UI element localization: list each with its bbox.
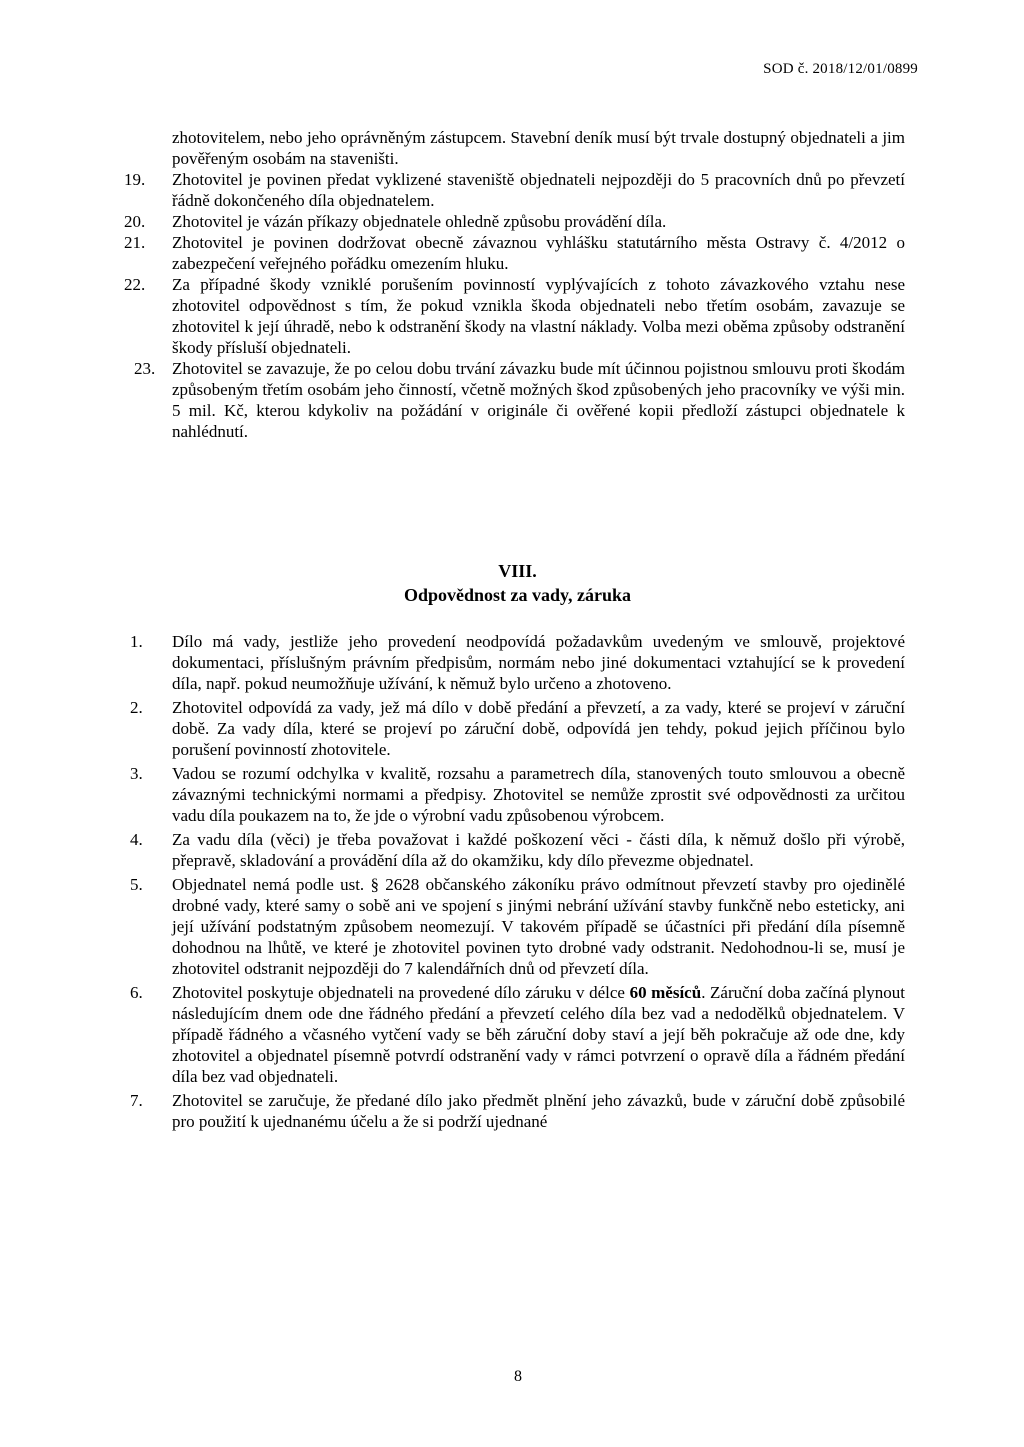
warranty-list xyxy=(130,631,905,1132)
item-number: 7. xyxy=(130,1091,143,1110)
item-number: 21. xyxy=(124,233,146,252)
page-number: 8 xyxy=(514,1368,522,1385)
item-text: Zhotovitel se zavazuje, že po celou dobu trvání závazku bude mít účinnou pojistnou smlouvu proti škodám způsobeným třetím osobám jeho činností, včetně možných škod způsobených jeho pracovníky ve výši min. 5 mil. Kč, kterou kdykoliv na požádání v originále či ověřené kopii předloží zástupci objednatele k nahlédnutí. xyxy=(172,359,905,441)
list-item xyxy=(130,127,905,169)
item-text: Objednatel nemá podle ust. § 2628 občanského zákoníku právo odmítnout převzetí stavby pro ojedinělé drobné vady, které samy o sobě ani ve spojení s jinými nebrání užívání stavby funkčně nebo esteticky, ani její užívání podstatným způsobem neomezují. V takovém případě se účastníci při předání díla písemně dohodnou na lhůtě, ve které je zhotovitel povinen tyto drobné vady odstranit. Nedohodnou-li se, musí je zhotovitel odstranit nejpozději do 7 kalendářních dnů od převzetí díla. xyxy=(172,875,905,978)
contract-reference: SOD č. 2018/12/01/0899 xyxy=(763,61,918,77)
list-item xyxy=(130,763,905,826)
list-item xyxy=(124,232,905,274)
list-item xyxy=(130,697,905,760)
obligations-list xyxy=(124,127,905,442)
item-text: Zhotovitel je povinen předat vyklizené staveniště objednateli nejpozději do 5 pracovních dnů po převzetí řádně dokončeného díla objednatelem. xyxy=(172,170,905,210)
item-text: Dílo má vady, jestliže jeho provedení neodpovídá požadavkům uvedeným ve smlouvě, projektové dokumentaci, příslušným právním předpisům, normám nebo jiné dokumentaci vztahující se k provedení díla, např. pokud neumožňuje užívání, k němuž bylo určeno a zhotoveno. xyxy=(172,632,905,693)
item-text: Zhotovitel odpovídá za vady, jež má dílo v době předání a převzetí, a za vady, které se projeví v záruční době. Za vady díla, které se projeví po záruční době, odpovídá jen tehdy, pokud jejich příčinou bylo porušení povinností zhotovitele. xyxy=(172,698,905,759)
list-item xyxy=(124,274,905,358)
item-number: 23. xyxy=(134,359,156,378)
item-number: 5. xyxy=(130,875,143,894)
item-number: 1. xyxy=(130,632,143,651)
item-number: 20. xyxy=(124,212,146,231)
section-title: Odpovědnost za vady, záruka xyxy=(403,585,632,605)
item-number: 3. xyxy=(130,764,143,783)
item-text-part: Zhotovitel poskytuje objednateli na provedené dílo záruku v délce xyxy=(172,983,630,1002)
item-number: 6. xyxy=(130,983,143,1002)
list-item xyxy=(124,169,905,211)
item-number: 22. xyxy=(124,275,146,294)
item-text xyxy=(172,982,905,1087)
list-item xyxy=(130,631,905,694)
list-item xyxy=(124,211,905,232)
list-item xyxy=(130,358,905,442)
list-item xyxy=(130,829,905,871)
warranty-period: 60 měsíců xyxy=(629,983,702,1002)
section-heading xyxy=(130,559,905,607)
item-text: Zhotovitel se zaručuje, že předané dílo jako předmět plnění jeho závazků, bude v záruční době způsobilé pro použití k ujednanému účelu a že si podrží ujednané xyxy=(172,1091,905,1131)
item-text: Za vadu díla (věci) je třeba považovat i každé poškození věci - části díla, k němuž došlo při výrobě, přepravě, skladování a provádění díla až do okamžiku, kdy dílo převezme objednatel. xyxy=(172,830,905,870)
continuation-text: zhotovitelem, nebo jeho oprávněným zástupcem. Stavební deník musí být trvale dostupný objednateli a jim pověřeným osobám na staveništi. xyxy=(172,128,905,168)
item-number: 19. xyxy=(124,170,146,189)
item-text: Zhotovitel je vázán příkazy objednatele ohledně způsobu provádění díla. xyxy=(172,212,667,231)
item-text: Zhotovitel je povinen dodržovat obecně závaznou vyhlášku statutárního města Ostravy č. 4/2012 o zabezpečení veřejného pořádku omezením hluku. xyxy=(172,233,905,273)
item-text-part: . Záruční doba začíná plynout následujícím dnem ode dne řádného předání a převzetí celého díla bez vad a nedodělků objednatelem. V případě řádného a včasného vytčení vady se běh záruční doby staví a její běh pokračuje až ode dne, kdy zhotovitel a objednatel písemně potvrdí odstranění vady v rámci potvrzení o opravě díla a řádném předání díla bez vad objednateli. xyxy=(172,983,906,1086)
item-text: Vadou se rozumí odchylka v kvalitě, rozsahu a parametrech díla, stanovených touto smlouvou a obecně závaznými technickými normami a předpisy. Zhotovitel se nemůže zprostit své odpovědnosti za určitou vadu díla poukazem na to, že jde o výrobní vadu způsobenou výrobcem. xyxy=(172,764,905,825)
section-numeral: VIII. xyxy=(498,561,537,581)
item-number: 4. xyxy=(130,830,143,849)
list-item xyxy=(130,1090,905,1132)
list-item xyxy=(130,982,905,1087)
item-number: 2. xyxy=(130,698,143,717)
list-item xyxy=(130,874,905,979)
item-text: Za případné škody vzniklé porušením povinností vyplývajících z tohoto závazkového vztahu nese zhotovitel odpovědnost s tím, že pokud vznikla škoda objednateli nebo třetím osobám, zavazuje se zhotovitel k její úhradě, nebo k odstranění škody na vlastní náklady. Volba mezi oběma způsoby odstranění škody přísluší objednateli. xyxy=(172,275,905,357)
